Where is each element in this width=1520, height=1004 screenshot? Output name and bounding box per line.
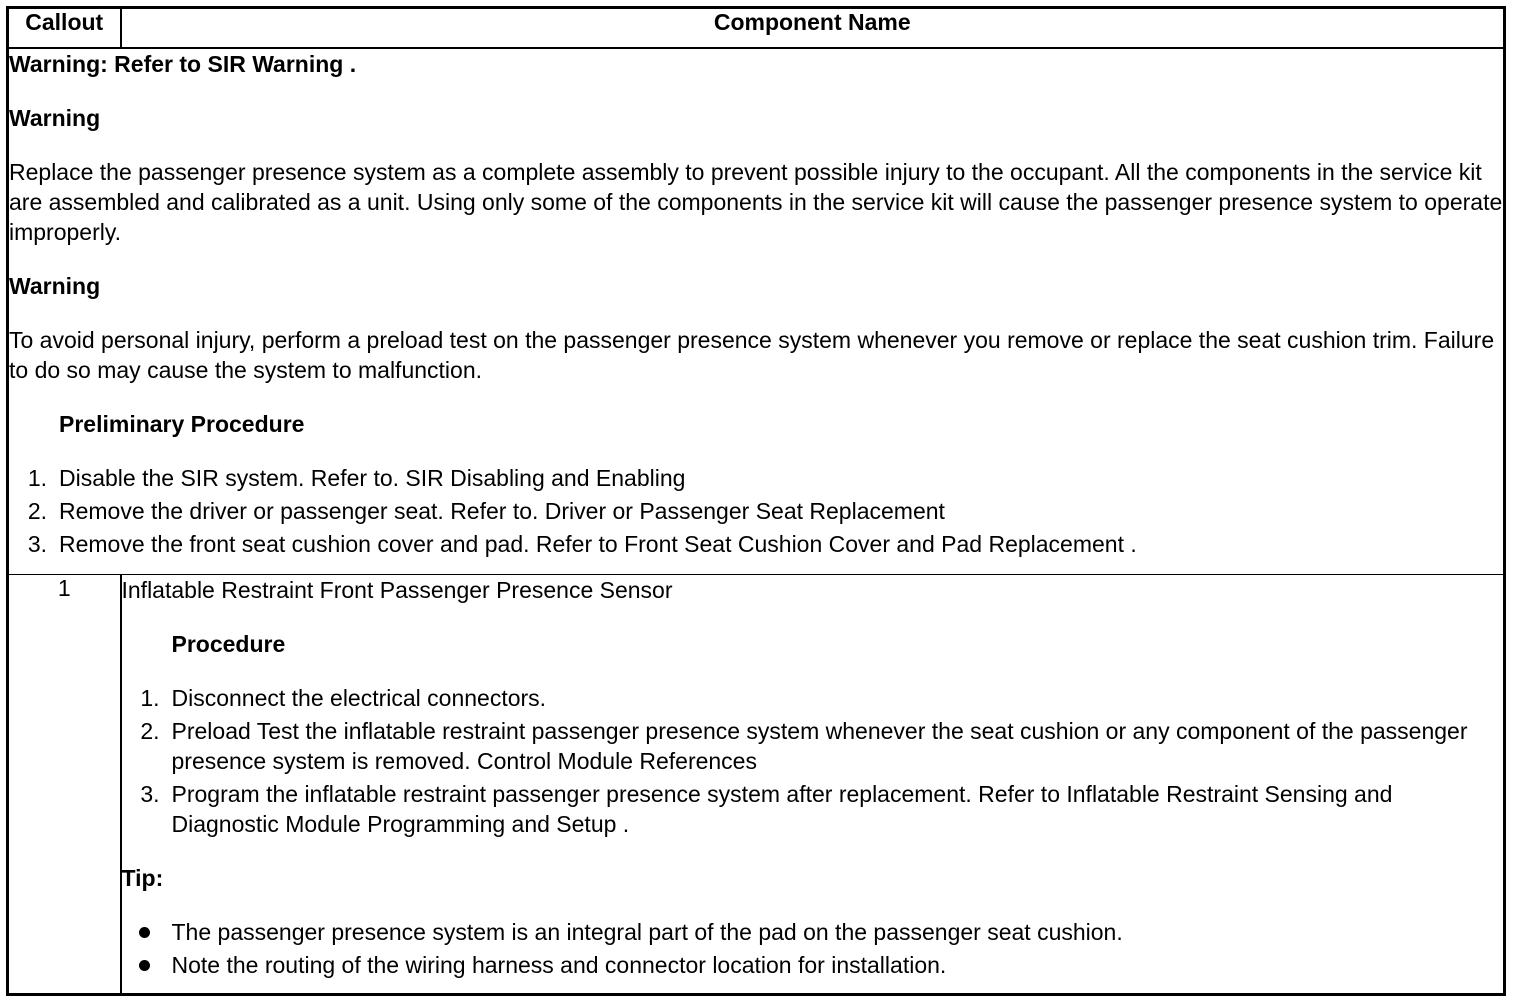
tips-list bbox=[122, 917, 1504, 980]
bullet-icon bbox=[139, 960, 150, 971]
tip-text: The passenger presence system is an integral part of the pad on the passenger seat cushion. bbox=[171, 919, 1123, 946]
procedure-steps-list bbox=[122, 683, 1504, 839]
step-text: Disable the SIR system. Refer to. SIR Disabling and Enabling bbox=[59, 465, 686, 491]
warning-1-text: Replace the passenger presence system as a complete assembly to prevent possible injury to the occupant. All the components in the service kit are assembled and calibrated as a unit. Using only some of the components in the service kit will cause the passenger presence system to operate improperly. bbox=[9, 159, 1503, 245]
preliminary-steps-list bbox=[9, 463, 1503, 559]
step-number: 1. bbox=[140, 685, 160, 712]
component-table bbox=[6, 6, 1506, 996]
step-text: Program the inflatable restraint passenger presence system after replacement. Refer to Inflatable Restraint Sensing and Diagnostic Module Programming and Setup . bbox=[171, 781, 1393, 838]
step-number: 2. bbox=[27, 498, 47, 524]
step-number: 2. bbox=[140, 718, 160, 745]
table-row bbox=[8, 575, 1505, 995]
header-component-name: Component Name bbox=[121, 8, 1505, 49]
step-number: 3. bbox=[27, 531, 47, 557]
list-item bbox=[9, 463, 1503, 493]
step-number: 3. bbox=[140, 781, 160, 808]
list-item bbox=[122, 779, 1504, 839]
warning-2-text: To avoid personal injury, perform a preload test on the passenger presence system whenever you remove or replace the seat cushion trim. Failure to do so may cause the system to malfunction. bbox=[9, 327, 1495, 383]
list-item bbox=[122, 716, 1504, 776]
component-cell bbox=[121, 575, 1505, 995]
warning-reference: Warning: Refer to SIR Warning . bbox=[9, 51, 357, 77]
header-callout: Callout bbox=[8, 8, 121, 49]
intro-cell bbox=[8, 48, 1505, 575]
list-item bbox=[122, 950, 1504, 980]
list-item bbox=[122, 683, 1504, 713]
warning-1-title: Warning bbox=[9, 105, 101, 131]
component-name: Inflatable Restraint Front Passenger Presence Sensor bbox=[121, 577, 673, 604]
step-text: Disconnect the electrical connectors. bbox=[171, 685, 547, 712]
list-item bbox=[122, 917, 1504, 947]
procedure-title: Procedure bbox=[171, 631, 286, 658]
preliminary-procedure-title: Preliminary Procedure bbox=[59, 411, 305, 437]
bullet-icon bbox=[139, 927, 150, 938]
step-text: Remove the driver or passenger seat. Refer to. Driver or Passenger Seat Replacement bbox=[59, 498, 945, 524]
warning-2-title: Warning bbox=[9, 273, 101, 299]
step-number: 1. bbox=[27, 465, 47, 491]
tip-text: Note the routing of the wiring harness and connector location for installation. bbox=[171, 952, 947, 979]
step-text: Preload Test the inflatable restraint passenger presence system whenever the seat cushion or any component of the passenger presence system is removed. Control Module References bbox=[171, 718, 1468, 775]
list-item bbox=[9, 529, 1503, 559]
step-text: Remove the front seat cushion cover and pad. Refer to Front Seat Cushion Cover and Pad Replacement . bbox=[59, 531, 1137, 557]
callout-number: 1 bbox=[8, 575, 121, 995]
intro-row bbox=[8, 48, 1505, 575]
table-header-row bbox=[8, 8, 1505, 49]
list-item bbox=[9, 496, 1503, 526]
tip-label: Tip: bbox=[121, 865, 164, 892]
